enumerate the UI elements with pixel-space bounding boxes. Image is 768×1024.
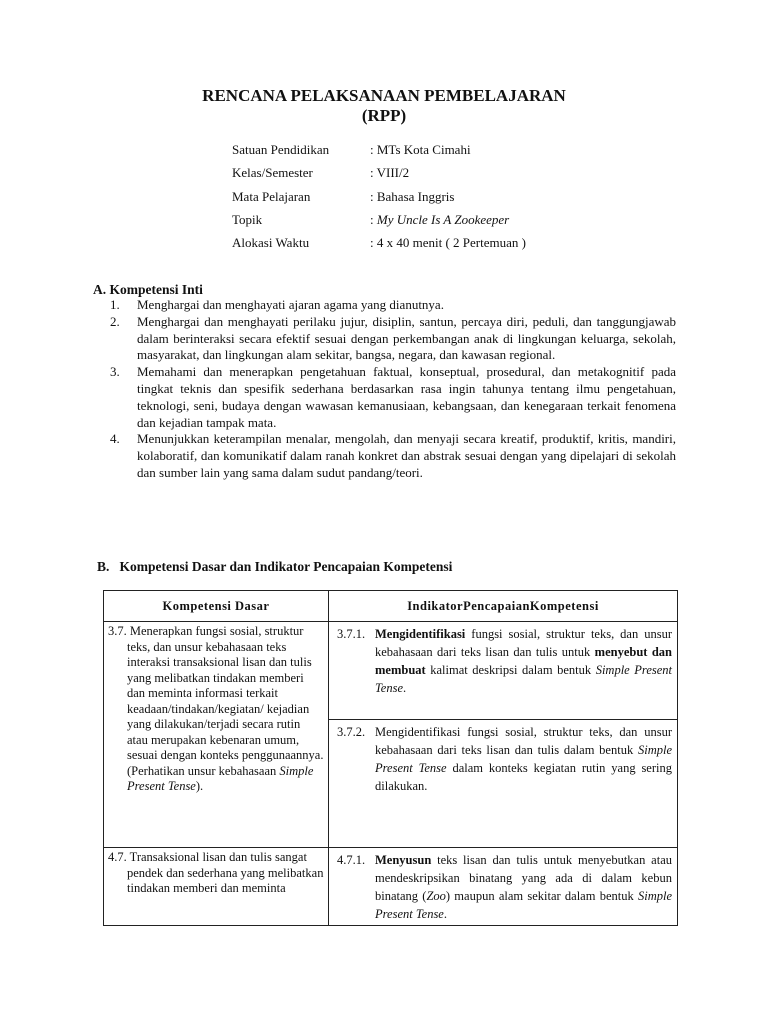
indicator-keyword: Mengidentifikasi	[375, 627, 466, 641]
indicator-body: kalimat deskripsi dalam bentuk	[425, 663, 596, 677]
list-item	[110, 297, 676, 314]
indicator-end: .	[443, 907, 447, 921]
indicator-italic: Simple Present Tense	[375, 743, 672, 775]
indicator-italic: Simple Present Tense	[375, 889, 672, 921]
kd-text: 4.7. Transaksional lisan dan tulis sangat pendek dan sederhana yang melibatkan tindakan memberi dan meminta	[108, 850, 324, 895]
identity-value: : MTs Kota Cimahi	[370, 142, 471, 157]
indicator-italic: Zoo	[426, 889, 446, 903]
list-number: 2.	[110, 313, 120, 329]
identity-label: Alokasi Waktu	[232, 235, 310, 251]
indicator-italic: Simple Present Tense	[375, 663, 673, 695]
document-title: RENCANA PELAKSANAAN PEMBELAJARAN	[202, 86, 566, 105]
list-text: Memahami dan menerapkan pengetahuan faktual, konseptual, prosedural, dan metakognitif pada tingkat teknis dan spesifik sederhana berdasarkan rasa ingin tahunya tentang ilmu pengetahuan, teknologi, seni, budaya dengan wawasan kemanusiaan, kebangsaan, dan kenegaraan terkait fenomena dan kejadian tampak mata.	[137, 364, 676, 430]
indicator-keyword: Menyusun	[375, 853, 432, 867]
kd-text-end: ).	[195, 779, 204, 793]
list-number: 1.	[110, 297, 120, 312]
column-header-indikator: IndikatorPencapaianKompetensi	[329, 591, 678, 622]
indicator-cell	[329, 622, 678, 720]
indicator-number: 3.7.2.	[337, 725, 366, 739]
table-header-row	[104, 591, 678, 622]
indicator-cell	[329, 720, 678, 848]
indicator-body: fungsi sosial, struktur teks, dan unsur kebahasaan dari teks lisan dan tulis untuk	[375, 627, 672, 659]
kd-text	[104, 622, 328, 797]
kd-cell	[104, 622, 329, 848]
identity-value: : VIII/2	[370, 165, 410, 181]
identity-value	[370, 210, 509, 230]
indicator-text	[329, 720, 677, 797]
list-item	[110, 364, 676, 431]
competency-table	[103, 590, 678, 926]
table-row	[104, 848, 678, 926]
list-text: Menghargai dan menghayati ajaran agama yang dianutnya.	[137, 297, 444, 312]
identity-label: Satuan Pendidikan	[232, 142, 330, 157]
list-text: Menghargai dan menghayati perilaku jujur, disiplin, santun, percaya diri, peduli, dan tanggungjawab dalam berinteraksi secara efektif sesuai dengan perkembangan anak di lingkungan keluarga, sekolah, masyarakat, dan lingkungan alam sekitar, bangsa, negara, dan kawasan regional.	[137, 313, 676, 363]
indicator-end: .	[403, 681, 407, 695]
list-text: Menunjukkan keterampilan menalar, mengolah, dan menyaji secara kreatif, produktif, kritis, mandiri, kolaboratif, dan komunikatif dalam ranah konkret dan abstrak sesuai dengan yang dipelajari di sekolah dan sumber lain yang sama dalam sudut pandang/teori.	[137, 431, 676, 480]
identity-label: Mata Pelajaran	[232, 188, 311, 204]
kd-text-body: 3.7. Menerapkan fungsi sosial, struktur teks, dan unsur kebahasaan teks interaksi transaksional lisan dan tulis yang melibatkan tindakan memberi dan meminta informasi terkait keadaan/tindakan/kegiatan/ kejadian yang dilakukan/terjadi secara rutin atau merupakan kebenaran umum, sesuai dengan konteks penggunaannya. (Perhatikan unsur kebahasaan	[108, 624, 324, 778]
kd-italic: Simple Present Tense	[127, 763, 314, 793]
identity-label: Kelas/Semester	[232, 165, 313, 181]
indicator-body: ) maupun alam sekitar dalam bentuk	[445, 889, 638, 903]
indicator-text	[329, 848, 677, 925]
section-a-heading: A. Kompetensi Inti	[93, 282, 203, 297]
section-b-heading: B. Kompetensi Dasar dan Indikator Pencapaian Kompetensi	[97, 559, 453, 574]
identity-prefix: :	[370, 211, 377, 227]
list-number: 3.	[110, 364, 120, 380]
indicator-cell	[329, 848, 678, 926]
indicator-body: Mengidentifikasi fungsi sosial, struktur teks, dan unsur kebahasaan dari teks lisan dan tulis dalam bentuk	[375, 725, 672, 757]
identity-value: : Bahasa Inggris	[370, 188, 455, 204]
identity-label: Topik	[232, 211, 263, 227]
kd-cell	[104, 848, 329, 926]
list-number: 4.	[110, 431, 120, 447]
topic-value: My Uncle Is A Zookeeper	[376, 211, 510, 227]
identity-value: : 4 x 40 menit ( 2 Pertemuan )	[370, 235, 526, 251]
indicator-keyword: menyebut dan membuat	[375, 645, 672, 677]
list-item	[110, 431, 676, 481]
indicator-text	[329, 622, 677, 699]
column-header-kompetensi-dasar: Kompetensi Dasar	[104, 591, 329, 622]
indicator-body: dalam konteks kegiatan rutin yang sering dilakukan.	[375, 761, 672, 793]
indicator-body: teks lisan dan tulis untuk menyebutkan atau mendeskripsikan binatang yang ada di dalam kebun binatang (	[375, 853, 672, 903]
indicator-number: 4.7.1.	[337, 853, 366, 867]
kompetensi-inti-list	[110, 297, 676, 482]
list-item	[110, 314, 676, 364]
table-row	[104, 622, 678, 720]
document-subtitle: (RPP)	[361, 106, 407, 125]
indicator-number: 3.7.1.	[337, 627, 366, 641]
